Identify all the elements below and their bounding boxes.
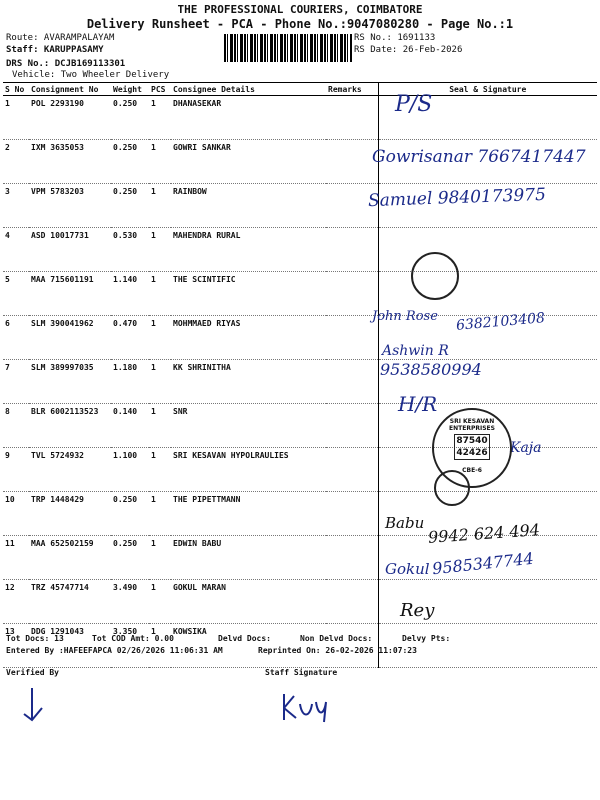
non-delivered-docs: Non Delvd Docs: bbox=[300, 634, 373, 643]
seal-number-line2: 42426 bbox=[456, 448, 488, 458]
signature-row-7-phone: 9538580994 bbox=[380, 360, 482, 379]
total-docs: Tot Docs: 13 bbox=[6, 634, 64, 643]
cell-consignee: SNR bbox=[171, 404, 326, 448]
cell-remarks bbox=[326, 404, 378, 448]
company-name: THE PROFESSIONAL COURIERS, COIMBATORE bbox=[177, 3, 423, 16]
cell-pcs: 1 bbox=[149, 228, 171, 272]
total-cod: Tot COD Amt: 0.00 bbox=[92, 634, 174, 643]
cell-weight: 0.250 bbox=[111, 492, 149, 536]
delivered-docs: Delvd Docs: bbox=[218, 634, 271, 643]
cell-consignee: THE SCINTIFIC bbox=[171, 272, 326, 316]
cell-sno: 1 bbox=[3, 96, 29, 140]
cell-remarks bbox=[326, 316, 378, 360]
cell-weight: 0.250 bbox=[111, 140, 149, 184]
cell-remarks bbox=[326, 448, 378, 492]
table-row bbox=[3, 272, 597, 316]
staff-signature bbox=[280, 686, 340, 726]
cell-consignment: MAA 652502159 bbox=[29, 536, 111, 580]
cell-consignment: TRZ 45747714 bbox=[29, 580, 111, 624]
cell-consignment: SLM 389997035 bbox=[29, 360, 111, 404]
cell-sno: 13 bbox=[3, 624, 29, 668]
cell-sno: 7 bbox=[3, 360, 29, 404]
cell-weight: 1.100 bbox=[111, 448, 149, 492]
cell-pcs: 1 bbox=[149, 272, 171, 316]
staff: Staff: KARUPPASAMY bbox=[6, 45, 104, 55]
col-sno: S No bbox=[3, 83, 29, 96]
drs-number: DRS No.: DCJB169113301 bbox=[6, 59, 126, 69]
cell-remarks bbox=[326, 360, 378, 404]
signature-row-7-name: Ashwin R bbox=[382, 343, 449, 359]
cell-pcs: 1 bbox=[149, 140, 171, 184]
cell-consignee: DHANASEKAR bbox=[171, 96, 326, 140]
staff-signature-label: Staff Signature bbox=[265, 668, 338, 677]
cell-remarks bbox=[326, 228, 378, 272]
delivery-points: Delvy Pts: bbox=[402, 634, 451, 643]
seal-number-line1: 87540 bbox=[456, 436, 488, 446]
cell-remarks bbox=[326, 536, 378, 580]
cell-remarks bbox=[326, 580, 378, 624]
runsheet-title: Delivery Runsheet - PCA - Phone No.:9047080280 - Page No.:1 bbox=[86, 17, 514, 31]
cell-pcs: 1 bbox=[149, 580, 171, 624]
cell-pcs: 1 bbox=[149, 404, 171, 448]
verified-by: Verified By bbox=[6, 668, 59, 677]
cell-sno: 11 bbox=[3, 536, 29, 580]
cell-sno: 2 bbox=[3, 140, 29, 184]
signature-row-3: Samuel 9840173975 bbox=[367, 184, 547, 212]
runsheet-table bbox=[3, 82, 597, 668]
cell-consignment: VPM 5783203 bbox=[29, 184, 111, 228]
cell-sno: 6 bbox=[3, 316, 29, 360]
table-row bbox=[3, 228, 597, 272]
cell-consignment: POL 2293190 bbox=[29, 96, 111, 140]
cell-pcs: 1 bbox=[149, 624, 171, 668]
cell-weight: 3.490 bbox=[111, 580, 149, 624]
cell-remarks bbox=[326, 272, 378, 316]
vehicle: Vehicle: Two Wheeler Delivery bbox=[12, 70, 170, 80]
seal-city: CBE-6 bbox=[462, 467, 482, 474]
cell-consignee: KK SHRINITHA bbox=[171, 360, 326, 404]
reprinted-on: Reprinted On: 26-02-2026 11:07:23 bbox=[258, 646, 417, 655]
cell-sno: 10 bbox=[3, 492, 29, 536]
cell-weight: 0.250 bbox=[111, 536, 149, 580]
cell-consignee: GOWRI SANKAR bbox=[171, 140, 326, 184]
col-consignment: Consignment No bbox=[29, 83, 111, 96]
cell-consignee: RAINBOW bbox=[171, 184, 326, 228]
table-row bbox=[3, 360, 597, 404]
cell-weight: 3.350 bbox=[111, 624, 149, 668]
cell-sno: 8 bbox=[3, 404, 29, 448]
signature-row-6-phone: 6382103408 bbox=[455, 310, 546, 334]
cell-weight: 0.530 bbox=[111, 228, 149, 272]
cell-remarks bbox=[326, 140, 378, 184]
cell-consignee: MOHMMAED RIYAS bbox=[171, 316, 326, 360]
cell-pcs: 1 bbox=[149, 448, 171, 492]
cell-sno: 3 bbox=[3, 184, 29, 228]
cell-consignment: TRP 1448429 bbox=[29, 492, 111, 536]
cell-pcs: 1 bbox=[149, 360, 171, 404]
cell-weight: 0.250 bbox=[111, 96, 149, 140]
cell-weight: 1.140 bbox=[111, 272, 149, 316]
seal-name: SRI KESAVAN ENTERPRISES bbox=[449, 418, 495, 432]
cell-consignment: BLR 6002113523 bbox=[29, 404, 111, 448]
signature-row-6-name: John Rose bbox=[372, 309, 438, 324]
entered-by: Entered By :HAFEEFAPCA 02/26/2026 11:06:31 AM bbox=[6, 646, 223, 655]
cell-weight: 0.470 bbox=[111, 316, 149, 360]
company-seal bbox=[432, 408, 512, 488]
col-pcs: PCS bbox=[149, 83, 171, 96]
cell-remarks bbox=[326, 96, 378, 140]
cell-consignee: MAHENDRA RURAL bbox=[171, 228, 326, 272]
table-row bbox=[3, 96, 597, 140]
signature-row-12-phone: 9585347744 bbox=[431, 548, 535, 579]
table-header-row bbox=[3, 83, 597, 96]
signature-row-8: H/R bbox=[398, 392, 438, 416]
cell-sno: 9 bbox=[3, 448, 29, 492]
col-signature: Seal & Signature bbox=[378, 83, 597, 96]
cell-pcs: 1 bbox=[149, 96, 171, 140]
cell-consignment: DDG 1291043 bbox=[29, 624, 111, 668]
seal-number bbox=[454, 434, 490, 460]
signature-row-13: Rey bbox=[400, 600, 435, 621]
signature-row-9: Kaja bbox=[510, 440, 542, 456]
barcode bbox=[224, 34, 352, 62]
signature-row-1: P/S bbox=[395, 92, 433, 117]
col-weight: Weight bbox=[111, 83, 149, 96]
cell-remarks bbox=[326, 492, 378, 536]
cell-weight: 0.140 bbox=[111, 404, 149, 448]
col-consignee: Consignee Details bbox=[171, 83, 326, 96]
col-remarks: Remarks bbox=[326, 83, 378, 96]
rs-number: RS No.: 1691133 bbox=[354, 33, 436, 43]
stamp-row-5 bbox=[411, 252, 459, 300]
cell-weight: 0.250 bbox=[111, 184, 149, 228]
cell-consignment: TVL 5724932 bbox=[29, 448, 111, 492]
cell-weight: 1.180 bbox=[111, 360, 149, 404]
signature-row-11-phone: 9942 624 494 bbox=[427, 520, 541, 547]
verified-signature bbox=[20, 684, 50, 724]
cell-sno: 12 bbox=[3, 580, 29, 624]
table-row bbox=[3, 580, 597, 624]
route: Route: AVARAMPALAYAM bbox=[6, 33, 115, 43]
cell-consignee: KOWSIKA bbox=[171, 624, 326, 668]
cell-consignment: SLM 390041962 bbox=[29, 316, 111, 360]
cell-sno: 5 bbox=[3, 272, 29, 316]
cell-signature bbox=[378, 228, 597, 272]
signature-row-11-name: Babu bbox=[385, 514, 425, 532]
cell-pcs: 1 bbox=[149, 184, 171, 228]
cell-consignee: EDWIN BABU bbox=[171, 536, 326, 580]
cell-pcs: 1 bbox=[149, 316, 171, 360]
signature-row-2: Gowrisanar 7667417447 bbox=[372, 147, 586, 167]
signature-row-12-name: Gokul bbox=[385, 560, 430, 578]
cell-consignment: MAA 715601191 bbox=[29, 272, 111, 316]
cell-consignment: ASD 10017731 bbox=[29, 228, 111, 272]
cell-sno: 4 bbox=[3, 228, 29, 272]
rs-date: RS Date: 26-Feb-2026 bbox=[354, 45, 463, 55]
cell-consignee: THE PIPETTMANN bbox=[171, 492, 326, 536]
cell-pcs: 1 bbox=[149, 536, 171, 580]
cell-pcs: 1 bbox=[149, 492, 171, 536]
cell-consignment: IXM 3635053 bbox=[29, 140, 111, 184]
cell-consignee: SRI KESAVAN HYPOLRAULIES bbox=[171, 448, 326, 492]
cell-consignee: GOKUL MARAN bbox=[171, 580, 326, 624]
